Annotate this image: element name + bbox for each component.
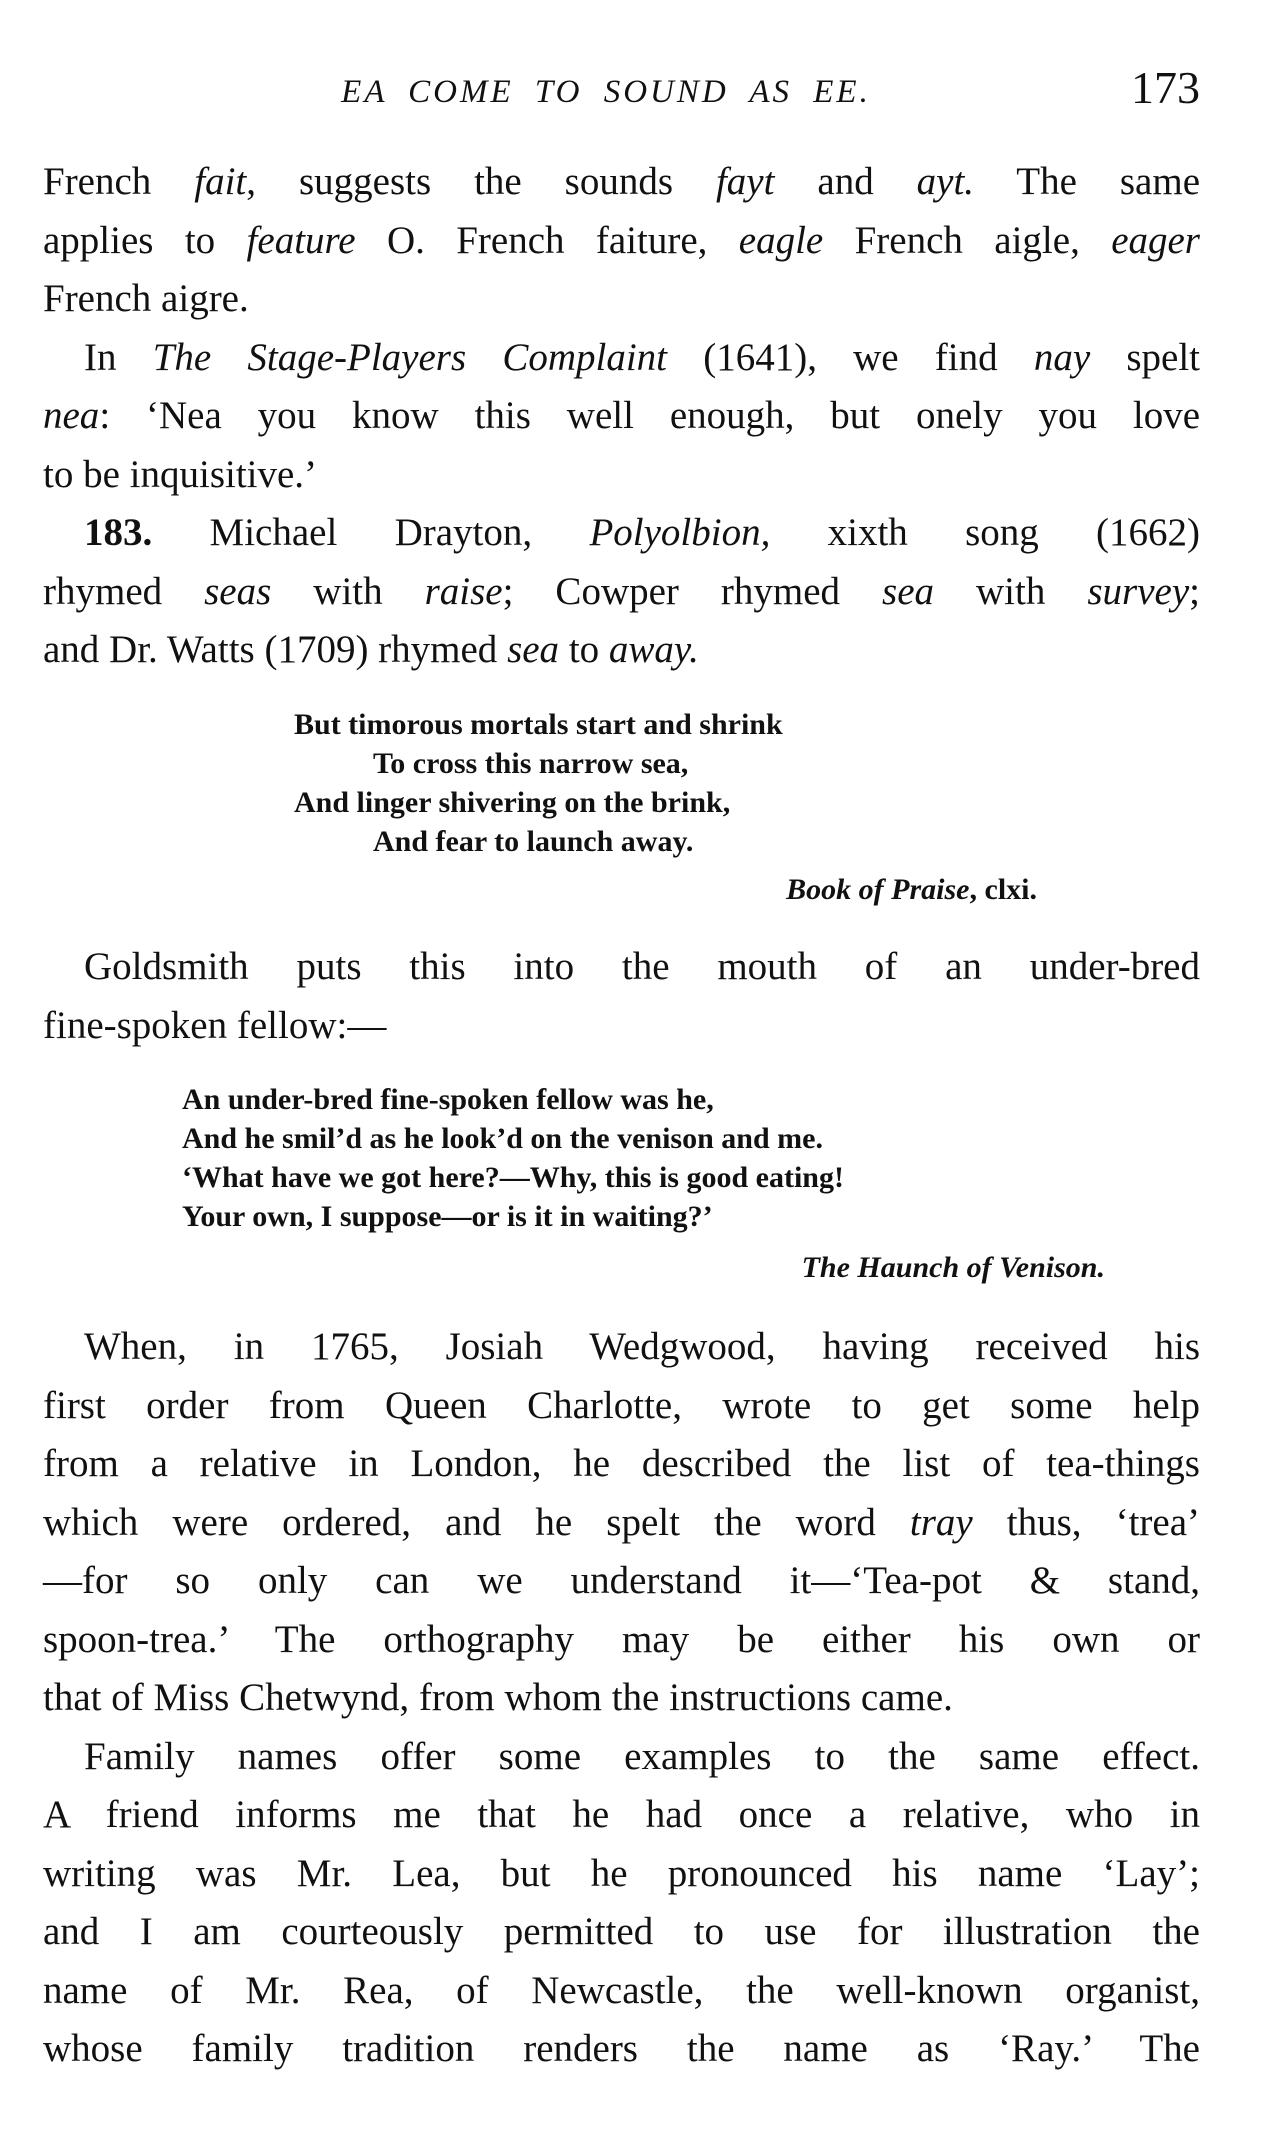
text-run: Family names offer some examples to the same effect.	[84, 1734, 1200, 1778]
poem-line: And fear to launch away.	[373, 825, 694, 858]
text-line	[43, 1962, 1200, 2021]
text-line	[43, 1435, 1200, 1494]
text-run: rhymed	[43, 569, 205, 613]
poem-watts	[294, 705, 783, 861]
text-line	[43, 153, 1200, 212]
text-line	[43, 997, 1200, 1056]
text-run: to be inquisitive.’	[43, 452, 318, 496]
italic-text: Polyolbion,	[589, 511, 771, 554]
text-run: to	[559, 628, 609, 671]
text-line	[43, 563, 1200, 622]
poem-line: To cross this narrow sea,	[373, 747, 689, 780]
section-number: 183.	[84, 511, 153, 554]
text-line	[43, 938, 1200, 997]
text-run: ; Cowper rhymed	[502, 569, 883, 613]
text-run: —for so only can we understand it—‘Tea-pot & stand,	[43, 1559, 1200, 1602]
poem-line: And linger shivering on the brink,	[294, 786, 731, 819]
text-line	[43, 1494, 1200, 1553]
text-run: from a relative in London, he described the list of tea-things	[43, 1442, 1200, 1485]
citation-title: Book of Praise	[786, 873, 970, 906]
text-run: spelt	[1090, 335, 1200, 379]
italic-text: seas	[204, 569, 272, 613]
text-run: A friend informs me that he had once a relative, who in	[43, 1793, 1200, 1836]
text-run: applies to	[43, 218, 247, 262]
text-run: Goldsmith puts this into the mouth of an under-bred	[84, 945, 1200, 988]
text-line	[43, 1552, 1200, 1611]
italic-text: The Stage-Players Complaint	[152, 335, 668, 379]
text-line	[43, 621, 1200, 680]
italic-text: sea	[882, 569, 935, 613]
text-line	[43, 270, 1200, 329]
poem-citation	[786, 870, 1037, 910]
text-run: and Dr. Watts (1709) rhymed	[43, 628, 508, 671]
text-line	[43, 1786, 1200, 1845]
text-run: and I am courteously permitted to use for illustration the	[43, 1910, 1200, 1953]
italic-text: eager	[1111, 218, 1200, 262]
italic-text: survey	[1087, 569, 1190, 613]
text-run: French	[43, 160, 195, 203]
text-run: : ‘Nea you know this well enough, but onely you love	[99, 394, 1200, 437]
text-run: whose family tradition renders the name as ‘Ray.’ The	[43, 2027, 1200, 2070]
italic-text: eagle	[738, 218, 824, 262]
text-block-1	[43, 153, 1200, 680]
text-run: The same	[974, 160, 1201, 203]
text-run: (1641), we find	[667, 335, 1034, 379]
italic-text: fait	[194, 160, 247, 203]
text-run: that of Miss Chetwynd, from whom the instructions came.	[43, 1676, 953, 1719]
italic-text: tray	[909, 1500, 973, 1544]
italic-text: away.	[608, 628, 699, 671]
text-line	[43, 1728, 1200, 1787]
text-run: first order from Queen Charlotte, wrote to get some help	[43, 1383, 1200, 1427]
italic-text: raise	[424, 569, 503, 613]
running-header: EA COME TO SOUND AS EE.	[341, 74, 871, 110]
text-block-2	[43, 938, 1200, 1055]
citation-ref: , clxi.	[969, 873, 1037, 906]
text-run: writing was Mr. Lea, but he pronounced his name ‘Lay’;	[43, 1851, 1200, 1895]
text-run: , suggests the sounds	[246, 160, 716, 203]
text-line	[43, 1845, 1200, 1904]
text-run: Michael Drayton,	[152, 511, 590, 554]
text-line	[43, 2020, 1200, 2079]
text-run: In	[84, 335, 153, 379]
text-run: spoon-trea.’ The orthography may be either his own or	[43, 1617, 1200, 1661]
poem-goldsmith	[182, 1080, 844, 1236]
text-line	[43, 1318, 1200, 1377]
poem-line: But timorous mortals start and shrink	[294, 708, 783, 741]
text-run: xixth song (1662)	[770, 511, 1201, 554]
italic-text: sea	[507, 628, 560, 671]
text-line	[43, 1377, 1200, 1436]
text-line	[43, 504, 1200, 563]
italic-text: nay	[1033, 335, 1091, 379]
text-line	[43, 446, 1200, 505]
italic-text: ayt.	[916, 160, 975, 203]
text-run: French aigre.	[43, 277, 249, 320]
text-block-3	[43, 1318, 1200, 2079]
text-line	[43, 1669, 1200, 1728]
poem-line: An under-bred fine-spoken fellow was he,	[182, 1083, 714, 1116]
page-number: 173	[1131, 62, 1200, 113]
poem-line: Your own, I suppose—or is it in waiting?’	[182, 1200, 713, 1233]
text-run: which were ordered, and he spelt the word	[43, 1500, 910, 1544]
text-run: with	[271, 569, 425, 613]
poem-line: And he smil’d as he look’d on the venison and me.	[182, 1122, 823, 1155]
text-run: French aigle,	[823, 218, 1112, 262]
text-run: fine-spoken fellow:—	[43, 1003, 387, 1047]
text-line	[43, 387, 1200, 446]
text-run: with	[934, 569, 1088, 613]
text-run: When, in 1765, Josiah Wedgwood, having received his	[84, 1325, 1200, 1368]
text-run: O. French faiture,	[355, 218, 739, 262]
text-line	[43, 212, 1200, 271]
text-line	[43, 1611, 1200, 1670]
poem-citation: The Haunch of Venison.	[801, 1251, 1105, 1284]
italic-text: fayt	[715, 160, 775, 203]
text-line	[43, 1903, 1200, 1962]
text-run: ;	[1189, 569, 1200, 613]
text-run: name of Mr. Rea, of Newcastle, the well-known organist,	[43, 1968, 1200, 2012]
italic-text: nea	[43, 394, 100, 437]
text-run: and	[774, 160, 917, 203]
text-line	[43, 329, 1200, 388]
text-run: thus, ‘trea’	[972, 1500, 1200, 1544]
poem-line: ‘What have we got here?—Why, this is good eating!	[182, 1161, 844, 1194]
italic-text: feature	[246, 218, 356, 262]
